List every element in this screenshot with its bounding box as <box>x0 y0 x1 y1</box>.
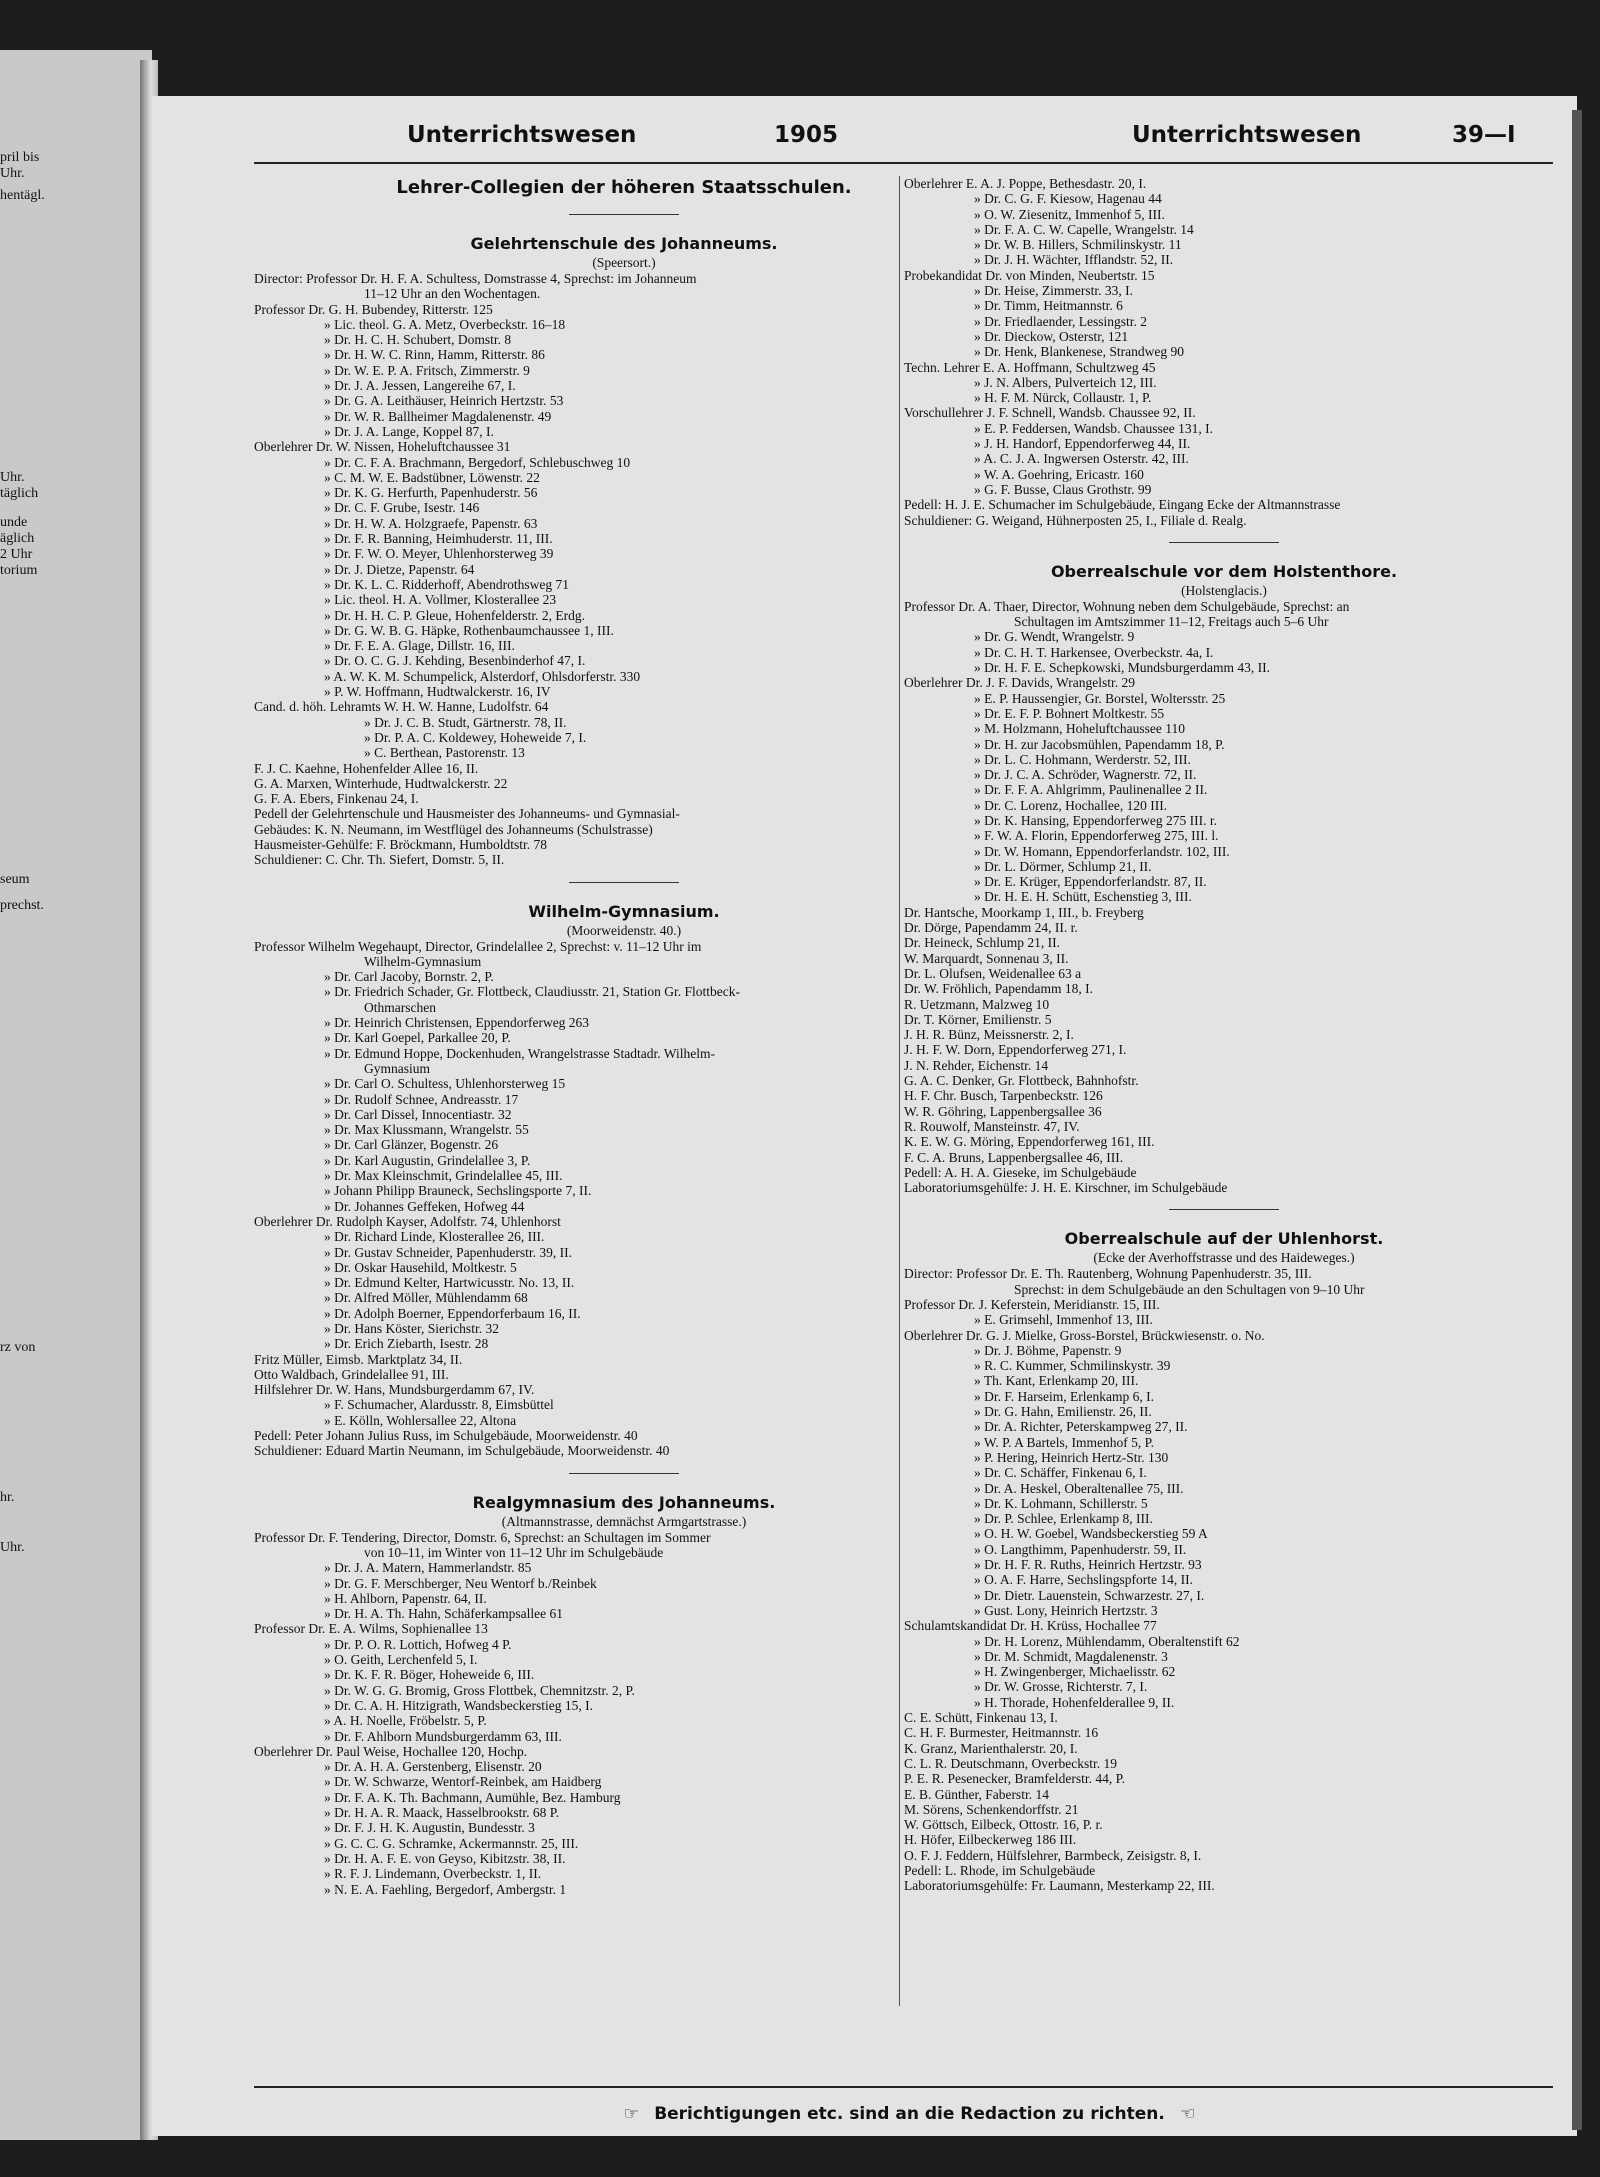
directory-entry: M. Sörens, Schenkendorffstr. 21 <box>904 1801 1079 1817</box>
directory-entry: » Dr. Carl O. Schultess, Uhlenhorsterweg 15 <box>324 1076 566 1092</box>
directory-entry: » Lic. theol. H. A. Vollmer, Klosterallee 23 <box>324 592 557 608</box>
directory-entry: » A. W. K. M. Schumpelick, Alsterdorf, Ohlsdorferstr. 330 <box>324 668 641 684</box>
directory-entry: » Dr. Heise, Zimmerstr. 33, I. <box>974 283 1133 299</box>
directory-entry: Sprechst: in dem Schulgebäude an den Schultagen von 9–10 Uhr <box>1014 1281 1365 1297</box>
directory-entry: » Dr. C. F. Grube, Isestr. 146 <box>324 500 480 516</box>
directory-entry: » F. W. A. Florin, Eppendorferweg 275, III. l. <box>974 828 1219 844</box>
directory-entry: » Dr. G. Hahn, Emilienstr. 26, II. <box>974 1404 1152 1420</box>
left-page-text-fragment: pril bis <box>0 150 40 165</box>
running-head-right: Unterrichtswesen <box>1132 122 1362 148</box>
directory-entry: H. Höfer, Eilbeckerweg 186 III. <box>904 1832 1077 1848</box>
directory-entry: » P. Hering, Heinrich Hertz-Str. 130 <box>974 1449 1169 1465</box>
directory-entry: » Dr. Max Kleinschmit, Grindelallee 45, III. <box>324 1168 563 1184</box>
left-page-fragment <box>0 50 152 2140</box>
directory-entry: Pedell der Gelehrtenschule und Hausmeister des Johanneums- und Gymnasial- <box>254 806 680 822</box>
directory-entry: » Dr. F. F. A. Ahlgrimm, Paulinenallee 2 II. <box>974 782 1208 798</box>
directory-entry: Oberlehrer Dr. Paul Weise, Hochallee 120, Hochp. <box>254 1743 528 1759</box>
directory-entry: » E. P. Haussengier, Gr. Borstel, Woltersstr. 25 <box>974 690 1226 706</box>
left-column <box>254 176 994 1897</box>
directory-entry: » E. P. Feddersen, Wandsb. Chaussee 131, I. <box>974 420 1214 436</box>
directory-entry: » Dr. Edmund Kelter, Hartwicusstr. No. 13, II. <box>324 1275 575 1291</box>
directory-entry: » Dr. K. L. C. Ridderhoff, Abendrothsweg 71 <box>324 576 569 592</box>
directory-entry: C. L. R. Deutschmann, Overbeckstr. 19 <box>904 1755 1117 1771</box>
directory-entry: W. R. Göhring, Lappenbergsallee 36 <box>904 1103 1102 1119</box>
directory-entry: » Dr. L. C. Hohmann, Werderstr. 52, III. <box>974 751 1191 767</box>
directory-entry: » Dr. F. W. O. Meyer, Uhlenhorsterweg 39 <box>324 546 554 562</box>
directory-entry: » N. E. A. Faehling, Bergedorf, Ambergstr. 1 <box>324 1881 567 1897</box>
directory-entry: » Dr. C. A. H. Hitzigrath, Wandsbeckerstieg 15, I. <box>324 1697 593 1713</box>
directory-entry: Professor Dr. G. H. Bubendey, Ritterstr. 125 <box>254 301 493 317</box>
directory-entry: Pedell: A. H. A. Gieseke, im Schulgebäude <box>904 1164 1137 1180</box>
directory-entry: » Gust. Lony, Heinrich Hertzstr. 3 <box>974 1602 1158 1618</box>
directory-entry: » Dr. Heinrich Christensen, Eppendorferweg 263 <box>324 1015 590 1031</box>
section-separator <box>569 1473 679 1474</box>
directory-entry: W. Marquardt, Sonnenau 3, II. <box>904 950 1069 966</box>
left-page-text-fragment: seum <box>0 872 30 887</box>
directory-entry: E. B. Günther, Faberstr. 14 <box>904 1786 1049 1802</box>
directory-entry: » Dr. H. A. R. Maack, Hasselbrookstr. 68 P. <box>324 1805 560 1821</box>
directory-entry: » Dr. P. Schlee, Erlenkamp 8, III. <box>974 1511 1153 1527</box>
directory-entry: » Dr. P. A. C. Koldewey, Hoheweide 7, I. <box>364 729 587 745</box>
directory-entry: » G. F. Busse, Claus Grothstr. 99 <box>974 481 1152 497</box>
directory-entry: Techn. Lehrer E. A. Hoffmann, Schultzweg 45 <box>904 359 1156 375</box>
left-page-text-fragment: Uhr. <box>0 166 25 181</box>
left-page-text-fragment: äglich <box>0 531 35 546</box>
directory-entry: » Dr. A. Richter, Peterskampweg 27, II. <box>974 1419 1188 1435</box>
directory-entry: » Dr. Adolph Boerner, Eppendorferbaum 16, II. <box>324 1305 581 1321</box>
directory-entry: Cand. d. höh. Lehramts W. H. W. Hanne, Ludolfstr. 64 <box>254 699 549 715</box>
directory-entry: » Dr. Carl Glänzer, Bogenstr. 26 <box>324 1137 499 1153</box>
directory-entry: » Dr. Henk, Blankenese, Strandweg 90 <box>974 344 1184 360</box>
directory-entry: » Dr. Dieckow, Osterstr, 121 <box>974 328 1129 344</box>
right-column <box>904 176 1544 1894</box>
header-rule <box>254 162 1553 164</box>
directory-entry: » Dr. Max Klussmann, Wrangelstr. 55 <box>324 1122 529 1138</box>
directory-entry: » Dr. K. F. R. Böger, Hoheweide 6, III. <box>324 1667 535 1683</box>
directory-entry: » H. Zwingenberger, Michaelisstr. 62 <box>974 1664 1176 1680</box>
directory-entry: » F. Schumacher, Alardusstr. 8, Eimsbüttel <box>324 1397 554 1413</box>
directory-entry: J. N. Rehder, Eichenstr. 14 <box>904 1057 1049 1073</box>
directory-entry: » Dr. J. Böhme, Papenstr. 9 <box>974 1342 1122 1358</box>
directory-entry: » Dr. Timm, Heitmannstr. 6 <box>974 298 1123 314</box>
section-title: Oberrealschule vor dem Holstenthore. <box>1050 561 1398 581</box>
directory-entry: » Dr. H. E. H. Schütt, Eschenstieg 3, III. <box>974 889 1192 905</box>
directory-entry: » A. H. Noelle, Fröbelstr. 5, P. <box>324 1713 487 1729</box>
footer-text: Berichtigungen etc. sind an die Redaction zu richten. <box>654 2104 1165 2124</box>
directory-entry: » Dr. E. Krüger, Eppendorferlandstr. 87, II. <box>974 874 1207 890</box>
left-page-text-fragment: prechst. <box>0 898 44 913</box>
directory-entry: » Dr. G. W. B. G. Häpke, Rothenbaumchaussee 1, III. <box>324 622 614 638</box>
directory-entry: » Dr. A. H. A. Gerstenberg, Elisenstr. 20 <box>324 1759 542 1775</box>
directory-entry: J. H. F. W. Dorn, Eppendorferweg 271, I. <box>904 1042 1127 1058</box>
directory-entry: » O. A. F. Harre, Sechslingspforte 14, II. <box>974 1572 1194 1588</box>
directory-entry: » Dr. F. A. C. W. Capelle, Wrangelstr. 14 <box>974 221 1194 237</box>
directory-entry: » Dr. C. Lorenz, Hochallee, 120 III. <box>974 797 1168 813</box>
directory-entry: Pedell: Peter Johann Julius Russ, im Schulgebäude, Moorweidenstr. 40 <box>254 1428 638 1444</box>
footer-notice <box>272 2102 1547 2126</box>
directory-entry: Dr. Hantsche, Moorkamp 1, III., b. Freyberg <box>904 904 1144 920</box>
directory-entry: » J. H. Handorf, Eppendorferweg 44, II. <box>974 436 1191 452</box>
running-head-year: 1905 <box>774 122 839 148</box>
left-page-text-fragment: Uhr. <box>0 470 25 485</box>
directory-entry: » Dr. H. H. C. P. Gleue, Hohenfelderstr. 2, Erdg. <box>324 607 585 623</box>
directory-entry: » O. W. Ziesenitz, Immenhof 5, III. <box>974 206 1165 222</box>
left-page-text-fragment: rz von <box>0 1340 36 1355</box>
directory-entry: Otto Waldbach, Grindelallee 91, III. <box>254 1366 449 1382</box>
directory-entry: Dr. W. Fröhlich, Papendamm 18, I. <box>904 981 1093 997</box>
directory-entry: » Dr. Edmund Hoppe, Dockenhuden, Wrangelstrasse Stadtadr. Wilhelm- <box>324 1045 715 1061</box>
directory-entry: » Th. Kant, Erlenkamp 20, III. <box>974 1373 1139 1389</box>
left-page-text-fragment: hentägl. <box>0 188 45 203</box>
directory-entry: Schulamtskandidat Dr. H. Krüss, Hochallee 77 <box>904 1618 1157 1634</box>
directory-entry: Dr. T. Körner, Emilienstr. 5 <box>904 1011 1052 1027</box>
directory-entry: » Dr. Rudolf Schnee, Andreasstr. 17 <box>324 1091 519 1107</box>
directory-entry: » Dr. Dietr. Lauenstein, Schwarzestr. 27, I. <box>974 1587 1205 1603</box>
directory-entry: » Dr. H. W. C. Rinn, Hamm, Ritterstr. 86 <box>324 347 545 363</box>
directory-entry: » Dr. Karl Augustin, Grindelallee 3, P. <box>324 1152 531 1168</box>
directory-entry: » A. C. J. A. Ingwersen Osterstr. 42, III. <box>974 451 1189 467</box>
directory-entry: » Johann Philipp Brauneck, Sechslingsporte 7, II. <box>324 1183 592 1199</box>
directory-entry: F. C. A. Bruns, Lappenbergsallee 46, III. <box>904 1149 1124 1165</box>
directory-entry: K. Granz, Marienthalerstr. 20, I. <box>904 1740 1078 1756</box>
directory-entry: Professor Dr. E. A. Wilms, Sophienallee 13 <box>254 1621 488 1637</box>
page-number: 39—I <box>1452 122 1516 148</box>
directory-entry: Oberlehrer Dr. W. Nissen, Hoheluftchaussee 31 <box>254 439 511 455</box>
main-title: Lehrer-Collegien der höheren Staatsschulen. <box>396 177 852 198</box>
left-page-text-fragment: Uhr. <box>0 1540 25 1555</box>
directory-entry: » Dr. Friedlaender, Lessingstr. 2 <box>974 313 1148 329</box>
directory-entry: » Dr. H. A. Th. Hahn, Schäferkampsallee 61 <box>324 1606 563 1622</box>
directory-entry: Director: Professor Dr. E. Th. Rautenberg, Wohnung Papenhuderstr. 35, III. <box>904 1266 1312 1282</box>
directory-entry: » Dr. Friedrich Schader, Gr. Flottbeck, Claudiusstr. 21, Station Gr. Flottbeck- <box>324 984 741 1000</box>
directory-entry: Dr. Dörge, Papendamm 24, II. r. <box>904 920 1078 936</box>
directory-entry: » Dr. L. Dörmer, Schlump 21, II. <box>974 858 1152 874</box>
directory-entry: » Dr. W. E. P. A. Fritsch, Zimmerstr. 9 <box>324 362 530 378</box>
directory-entry: » E. Kölln, Wohlersallee 22, Altona <box>324 1412 517 1428</box>
directory-entry: » Dr. P. O. R. Lottich, Hofweg 4 P. <box>324 1636 512 1652</box>
directory-entry: Gymnasium <box>364 1060 430 1076</box>
directory-entry: Laboratoriumsgehülfe: J. H. E. Kirschner, im Schulgebäude <box>904 1180 1228 1196</box>
directory-entry: » Dr. K. Hansing, Eppendorferweg 275 III. r. <box>974 812 1217 828</box>
directory-entry: » Dr. H. A. F. E. von Geyso, Kibitzstr. 38, II. <box>324 1850 566 1866</box>
directory-entry: Pedell: H. J. E. Schumacher im Schulgebäude, Eingang Ecke der Altmannstrasse <box>904 497 1341 513</box>
section-location: (Moorweidenstr. 40.) <box>566 922 682 938</box>
directory-entry: » Dr. Hans Köster, Sierichstr. 32 <box>324 1321 499 1336</box>
directory-entry: » M. Holzmann, Hoheluftchaussee 110 <box>974 721 1185 737</box>
directory-entry: Dr. Heineck, Schlump 21, II. <box>904 935 1060 951</box>
directory-entry: » H. Ahlborn, Papenstr. 64, II. <box>324 1590 487 1606</box>
directory-entry: » Dr. G. A. Leithäuser, Heinrich Hertzstr. 53 <box>324 393 564 409</box>
directory-entry: » Dr. C. Schäffer, Finkenau 6, I. <box>974 1465 1147 1481</box>
directory-entry: Oberlehrer Dr. J. F. Davids, Wrangelstr. 29 <box>904 675 1135 691</box>
section-title: Oberrealschule auf der Uhlenhorst. <box>1064 1229 1384 1249</box>
directory-entry: » Dr. Gustav Schneider, Papenhuderstr. 39, II. <box>324 1244 573 1260</box>
directory-entry: K. E. W. G. Möring, Eppendorferweg 161, III. <box>904 1134 1155 1150</box>
directory-entry: W. Göttsch, Eilbeck, Ottostr. 16, P. r. <box>904 1817 1103 1833</box>
directory-entry: » C. Berthean, Pastorenstr. 13 <box>364 745 525 761</box>
directory-entry: Probekandidat Dr. von Minden, Neubertstr. 15 <box>904 267 1155 283</box>
directory-entry: » Dr. J. A. Lange, Koppel 87, I. <box>324 423 494 439</box>
section-separator <box>1169 542 1279 543</box>
directory-entry: » Dr. H. W. A. Holzgraefe, Papenstr. 63 <box>324 515 538 531</box>
directory-entry: Oberlehrer Dr. Rudolph Kayser, Adolfstr. 74, Uhlenhorst <box>254 1213 561 1229</box>
directory-entry: » W. P. A Bartels, Immenhof 5, P. <box>974 1434 1155 1450</box>
directory-entry: Hilfslehrer Dr. W. Hans, Mundsburgerdamm 67, IV. <box>254 1382 535 1398</box>
directory-entry: » Dr. C. H. T. Harkensee, Overbeckstr. 4a, I. <box>974 644 1214 660</box>
directory-entry: » Dr. Johannes Geffeken, Hofweg 44 <box>324 1198 525 1214</box>
section-title: Realgymnasium des Johanneums. <box>472 1492 776 1512</box>
section-title: Wilhelm-Gymnasium. <box>528 901 720 921</box>
directory-entry: » Dr. H. C. H. Schubert, Domstr. 8 <box>324 332 512 348</box>
directory-entry: Laboratoriumsgehülfe: Fr. Laumann, Mesterkamp 22, III. <box>904 1878 1215 1894</box>
directory-entry: » O. Geith, Lerchenfeld 5, I. <box>324 1652 478 1668</box>
directory-entry: » Dr. E. F. P. Bohnert Moltkestr. 55 <box>974 705 1165 721</box>
directory-entry: » Dr. C. F. A. Brachmann, Bergedorf, Schlebuschweg 10 <box>324 454 631 470</box>
directory-entry: » Dr. K. Lohmann, Schillerstr. 5 <box>974 1495 1148 1511</box>
directory-entry: 11–12 Uhr an den Wochentagen. <box>364 286 541 302</box>
left-page-text-fragment: 2 Uhr <box>0 547 33 562</box>
directory-entry: » H. Thorade, Hohenfelderallee 9, II. <box>974 1694 1175 1710</box>
directory-entry: » Dr. H. zur Jacobsmühlen, Papendamm 18, P. <box>974 736 1225 752</box>
directory-entry: » Dr. Oskar Hausehild, Moltkestr. 5 <box>324 1259 517 1275</box>
directory-entry: Schuldiener: Eduard Martin Neumann, im Schulgebäude, Moorweidenstr. 40 <box>254 1443 670 1459</box>
pointing-hand-right-icon: ☞ <box>623 2104 639 2124</box>
directory-entry: » H. F. M. Nürck, Collaustr. 1, P. <box>974 390 1152 406</box>
directory-entry: » E. Grimsehl, Immenhof 13, III. <box>974 1312 1153 1328</box>
left-page-text-fragment: torium <box>0 563 38 578</box>
directory-entry: O. F. J. Feddern, Hülfslehrer, Barmbeck, Zeisigstr. 8, I. <box>904 1847 1202 1863</box>
directory-entry: » Dr. F. Ahlborn Mundsburgerdamm 63, III. <box>324 1728 562 1744</box>
section-location: (Ecke der Averhoffstrasse und des Haideweges.) <box>1093 1250 1355 1266</box>
directory-entry: » R. C. Kummer, Schmilinskystr. 39 <box>974 1358 1171 1374</box>
directory-entry: Wilhelm-Gymnasium <box>364 953 482 969</box>
directory-entry: G. F. A. Ebers, Finkenau 24, I. <box>254 791 419 807</box>
directory-entry: » Dr. W. G. G. Bromig, Gross Flottbek, Chemnitzstr. 2, P. <box>324 1682 635 1698</box>
directory-entry: » Dr. F. E. A. Glage, Dillstr. 16, III. <box>324 638 515 654</box>
directory-entry: » G. C. C. G. Schramke, Ackermannstr. 25, III. <box>324 1835 579 1851</box>
section-location: (Speersort.) <box>592 255 656 270</box>
directory-entry: » Dr. J. A. Matern, Hammerlandstr. 85 <box>324 1560 532 1576</box>
column-divider <box>899 176 900 2006</box>
section-separator <box>1169 1209 1279 1210</box>
directory-entry: J. H. R. Bünz, Meissnerstr. 2, I. <box>904 1027 1074 1043</box>
directory-entry: Gebäudes: K. N. Neumann, im Westflügel des Johanneums (Schulstrasse) <box>254 821 653 837</box>
directory-entry: » Dr. G. Wendt, Wrangelstr. 9 <box>974 629 1135 645</box>
directory-entry: Fritz Müller, Eimsb. Marktplatz 34, II. <box>254 1351 463 1367</box>
directory-entry: » Dr. O. C. G. J. Kehding, Besenbinderhof 47, I. <box>324 653 586 669</box>
directory-entry: Schuldiener: C. Chr. Th. Siefert, Domstr. 5, II. <box>254 852 505 868</box>
directory-entry: » Dr. J. C. B. Studt, Gärtnerstr. 78, II. <box>364 714 567 730</box>
directory-entry: » P. W. Hoffmann, Hudtwalckerstr. 16, IV <box>324 684 551 700</box>
section-title: Gelehrtenschule des Johanneums. <box>470 234 778 253</box>
directory-entry: Vorschullehrer J. F. Schnell, Wandsb. Chaussee 92, II. <box>904 405 1196 421</box>
directory-entry: » Dr. A. Heskel, Oberaltenallee 75, III. <box>974 1480 1184 1496</box>
pointing-hand-left-icon: ☜ <box>1180 2104 1196 2124</box>
directory-entry: » Dr. J. C. A. Schröder, Wagnerstr. 72, II. <box>974 767 1197 783</box>
document-page <box>152 96 1577 2136</box>
directory-entry: » Dr. H. F. E. Schepkowski, Mundsburgerdamm 43, II. <box>974 660 1271 676</box>
directory-entry: » J. N. Albers, Pulverteich 12, III. <box>974 374 1157 390</box>
directory-entry: » Dr. W. Grosse, Richterstr. 7, I. <box>974 1679 1148 1695</box>
section-location: (Holstenglacis.) <box>1181 582 1267 598</box>
directory-entry: P. E. R. Pesenecker, Bramfelderstr. 44, P. <box>904 1771 1126 1787</box>
directory-entry: » Dr. W. B. Hillers, Schmilinskystr. 11 <box>974 237 1182 253</box>
page-edge-shadow <box>1572 110 1582 2130</box>
directory-entry: » C. M. W. E. Badstübner, Löwenstr. 22 <box>324 469 540 485</box>
directory-entry: Professor Wilhelm Wegehaupt, Director, Grindelallee 2, Sprechst: v. 11–12 Uhr im <box>254 938 702 954</box>
directory-entry: » Dr. F. Harseim, Erlenkamp 6, I. <box>974 1388 1155 1404</box>
directory-entry: G. A. C. Denker, Gr. Flottbeck, Bahnhofstr. <box>904 1073 1139 1089</box>
directory-entry: » Dr. H. F. R. Ruths, Heinrich Hertzstr. 93 <box>974 1557 1202 1573</box>
directory-entry: Professor Dr. A. Thaer, Director, Wohnung neben dem Schulgebäude, Sprechst: an <box>904 598 1350 614</box>
section-location: (Altmannstrasse, demnächst Armgartstrasse.) <box>501 1513 747 1529</box>
directory-entry: H. F. Chr. Busch, Tarpenbeckstr. 126 <box>904 1088 1103 1104</box>
running-head-left: Unterrichtswesen <box>407 122 637 148</box>
left-page-text-fragment: unde <box>0 515 28 530</box>
directory-entry: » Dr. J. A. Jessen, Langereihe 67, I. <box>324 378 516 394</box>
directory-entry: Director: Professor Dr. H. F. A. Schultess, Domstrasse 4, Sprechst: im Johanneum <box>254 271 697 286</box>
directory-entry: Pedell: L. Rhode, im Schulgebäude <box>904 1862 1096 1878</box>
directory-entry: Oberlehrer E. A. J. Poppe, Bethesdastr. 20, I. <box>904 176 1147 191</box>
directory-entry: » Dr. Carl Jacoby, Bornstr. 2, P. <box>324 969 494 985</box>
directory-entry: Schultagen im Amtszimmer 11–12, Freitags auch 5–6 Uhr <box>1014 614 1329 630</box>
directory-entry: » Dr. G. F. Merschberger, Neu Wentorf b./Reinbek <box>324 1575 597 1591</box>
directory-entry: C. E. Schütt, Finkenau 13, I. <box>904 1710 1058 1726</box>
directory-entry: » Dr. W. R. Ballheimer Magdalenenstr. 49 <box>324 408 552 424</box>
directory-entry: » Dr. C. G. F. Kiesow, Hagenau 44 <box>974 191 1162 207</box>
directory-entry: » O. H. W. Goebel, Wandsbeckerstieg 59 A <box>974 1526 1208 1542</box>
directory-entry: » Lic. theol. G. A. Metz, Overbeckstr. 16–18 <box>324 316 566 332</box>
directory-entry: R. Rouwolf, Mansteinstr. 47, IV. <box>904 1118 1080 1134</box>
directory-entry: » Dr. Alfred Möller, Mühlendamm 68 <box>324 1290 528 1306</box>
directory-entry: » R. F. J. Lindemann, Overbeckstr. 1, II. <box>324 1866 542 1882</box>
directory-entry: Hausmeister-Gehülfe: F. Bröckmann, Humboldtstr. 78 <box>254 836 547 852</box>
directory-entry: F. J. C. Kaehne, Hohenfelder Allee 16, II. <box>254 760 479 776</box>
directory-entry: » Dr. M. Schmidt, Magdalenenstr. 3 <box>974 1648 1168 1664</box>
directory-entry: » O. Langthimm, Papenhuderstr. 59, II. <box>974 1541 1187 1557</box>
directory-entry: G. A. Marxen, Winterhude, Hudtwalckerstr. 22 <box>254 775 508 791</box>
directory-entry: Schuldiener: G. Weigand, Hühnerposten 25, I., Filiale d. Realg. <box>904 512 1247 528</box>
directory-entry: Othmarschen <box>364 999 436 1015</box>
section-separator <box>569 882 679 883</box>
section-separator <box>569 214 679 215</box>
directory-entry: R. Uetzmann, Malzweg 10 <box>904 996 1050 1012</box>
directory-entry: von 10–11, im Winter von 11–12 Uhr im Schulgebäude <box>364 1544 664 1560</box>
directory-entry: » Dr. J. Dietze, Papenstr. 64 <box>324 561 475 577</box>
directory-entry: » Dr. F. R. Banning, Heimhuderstr. 11, III. <box>324 531 553 547</box>
directory-entry: » Dr. J. H. Wächter, Ifflandstr. 52, II. <box>974 252 1174 268</box>
left-page-text-fragment: täglich <box>0 486 39 501</box>
directory-entry: » Dr. Karl Goepel, Parkallee 20, P. <box>324 1030 511 1046</box>
directory-entry: Professor Dr. J. Keferstein, Meridianstr. 15, III. <box>904 1297 1160 1312</box>
directory-entry: Dr. L. Olufsen, Weidenallee 63 a <box>904 965 1082 981</box>
directory-entry: » Dr. Carl Dissel, Innocentiastr. 32 <box>324 1106 512 1122</box>
directory-entry: » Dr. F. J. H. K. Augustin, Bundesstr. 3 <box>324 1820 535 1836</box>
directory-entry: » Dr. K. G. Herfurth, Papenhuderstr. 56 <box>324 485 538 501</box>
directory-entry: C. H. F. Burmester, Heitmannstr. 16 <box>904 1725 1099 1741</box>
directory-entry: Oberlehrer Dr. G. J. Mielke, Gross-Borstel, Brückwiesenstr. o. No. <box>904 1327 1265 1343</box>
directory-entry: » Dr. Erich Ziebarth, Isestr. 28 <box>324 1336 489 1352</box>
directory-entry: » Dr. F. A. K. Th. Bachmann, Aumühle, Bez. Hamburg <box>324 1789 621 1805</box>
directory-entry: » Dr. W. Homann, Eppendorferlandstr. 102, III. <box>974 843 1230 859</box>
directory-entry: » Dr. W. Schwarze, Wentorf-Reinbek, am Haidberg <box>324 1774 602 1790</box>
left-page-text-fragment: hr. <box>0 1490 15 1505</box>
directory-entry: » Dr. Richard Linde, Klosterallee 26, III. <box>324 1229 545 1245</box>
directory-entry: » Dr. H. Lorenz, Mühlendamm, Oberaltenstift 62 <box>974 1633 1240 1649</box>
directory-entry: Professor Dr. F. Tendering, Director, Domstr. 6, Sprechst: an Schultagen im Sommer <box>254 1529 711 1545</box>
directory-entry: » W. A. Goehring, Ericastr. 160 <box>974 466 1144 482</box>
footer-rule <box>254 2086 1553 2088</box>
